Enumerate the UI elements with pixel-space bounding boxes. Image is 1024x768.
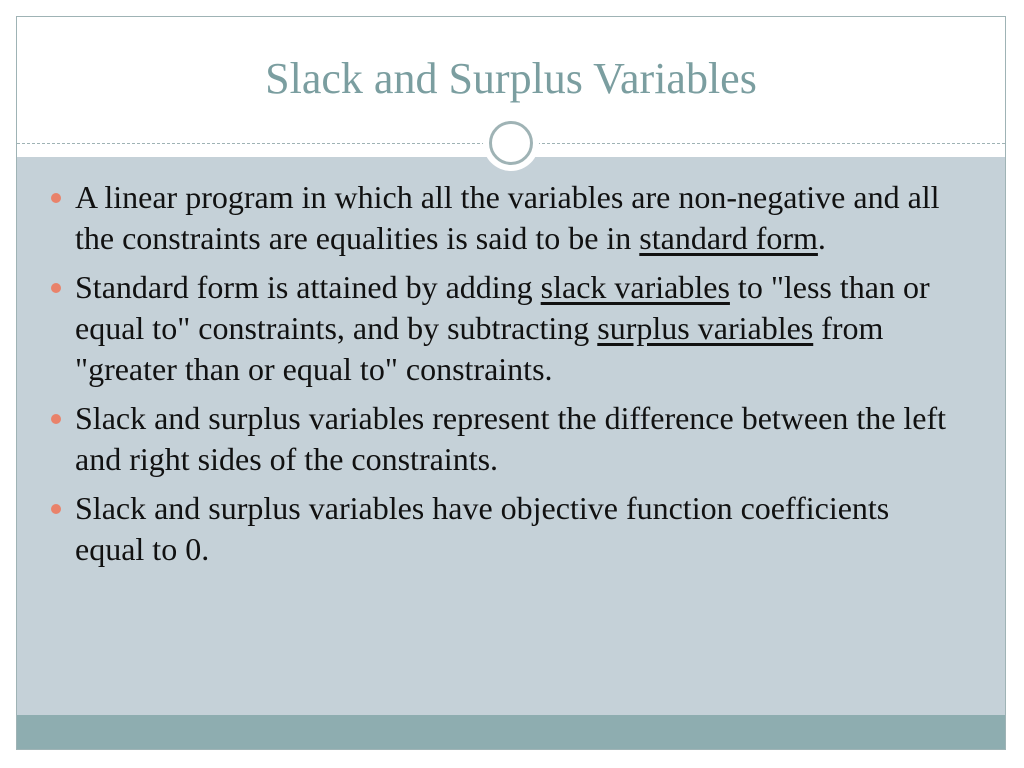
bullet-list [47,177,957,578]
bullet-item-3 [47,398,957,480]
slide-title: Slack and Surplus Variables [265,54,757,103]
term-surplus-variables: surplus variables [597,310,814,346]
circle-ring-icon [489,121,533,165]
bullet-item-1 [47,177,957,259]
bullet-item-4 [47,488,957,570]
bullet-text: to "less than or equal to" constraints, and by subtracting [75,269,930,346]
bullet-text: Slack and surplus variables represent the difference between the left and right sides of the constraints. [75,400,947,477]
footer-bar [17,715,1005,749]
bullet-text: Slack and surplus variables have objective function coefficients equal to 0. [75,490,890,567]
bullet-dot-icon [51,283,61,293]
term-slack-variables: slack variables [540,269,730,305]
bullet-text: from "greater than or equal to" constraints. [75,310,884,387]
bullet-dot-icon [51,504,61,514]
slide [16,16,1006,750]
term-standard-form: standard form [639,220,818,256]
bullet-text: . [817,220,826,256]
bullet-dot-icon [51,193,61,203]
bullet-item-2 [47,267,957,390]
bullet-text: A linear program in which all the variables are non-negative and all the constraints are equalities is said to be in [75,179,940,256]
bullet-dot-icon [51,414,61,424]
bullet-text: Standard form is attained by adding [75,269,541,305]
